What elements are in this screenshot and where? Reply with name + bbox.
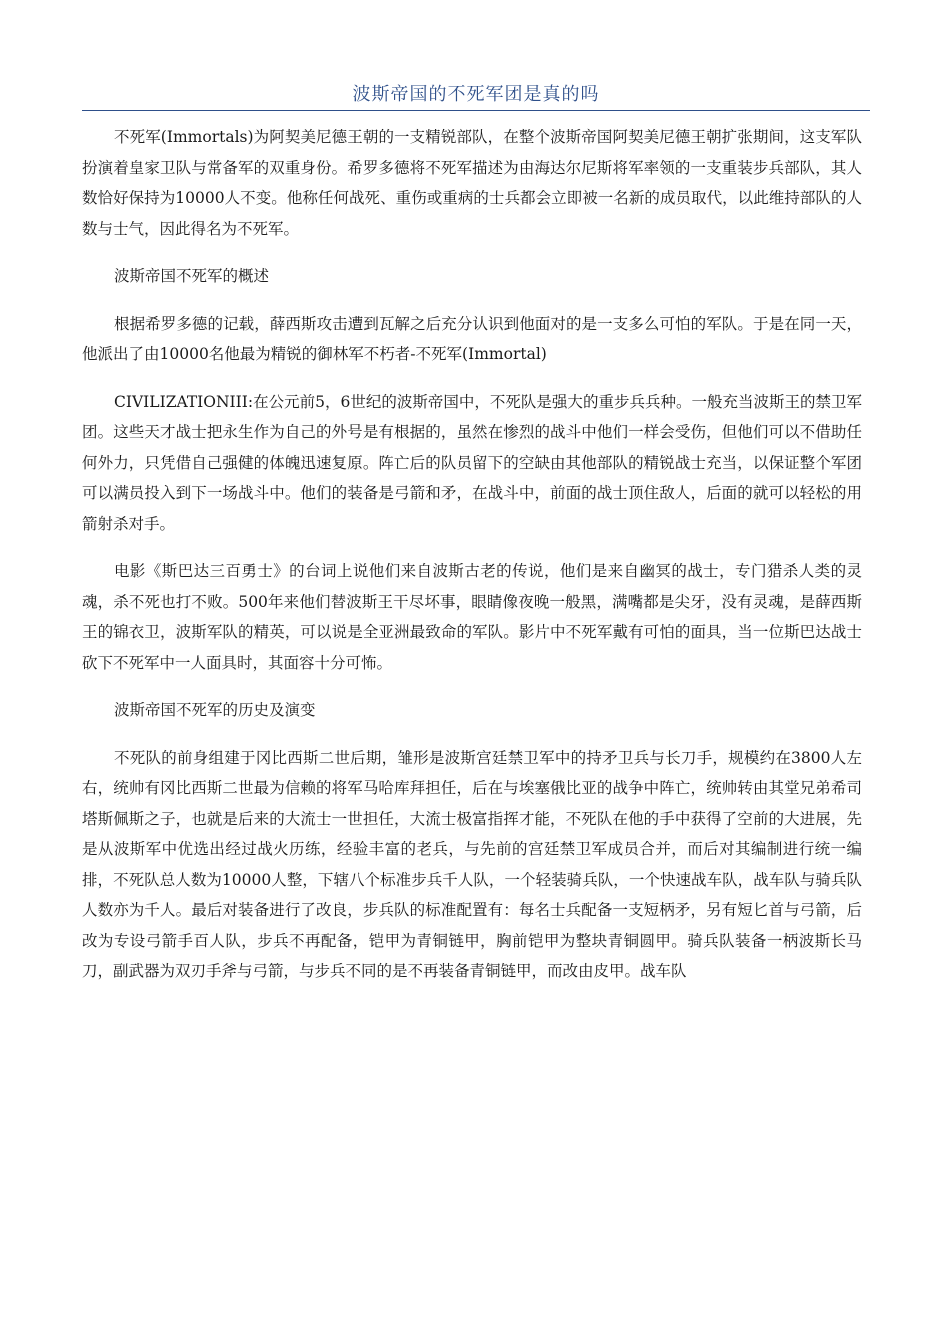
document-title: 波斯帝国的不死军团是真的吗 bbox=[352, 84, 600, 105]
paragraph-intro: 不死军(Immortals)为阿契美尼德王朝的一支精锐部队，在整个波斯帝国阿契美尼德王朝扩张期间，这支军队扮演着皇家卫队与常备军的双重身份。希罗多德将不死军描述为由海达尔尼斯将军率领的一支重装步兵部队，其人数恰好保持为10000人不变。他称任何战死、重伤或重病的士兵都会立即被一名新的成员取代，以此维持部队的人数与士气，因此得名为不死军。 bbox=[82, 128, 862, 238]
paragraph-history: 不死队的前身组建于冈比西斯二世后期，雏形是波斯宫廷禁卫军中的持矛卫兵与长刀手，规模约在3800人左右，统帅有冈比西斯二世最为信赖的将军马哈库拜担任，后在与埃塞俄比亚的战争中阵亡，统帅转由其堂兄弟希司塔斯佩斯之子，也就是后来的大流士一世担任，大流士极富指挥才能，不死队在他的手中获得了空前的大进展，先是从波斯军中优选出经过战火历练，经验丰富的老兵，与先前的宫廷禁卫军成员合并，而后对其编制进行统一编排，不死队总人数为10000人整，下辖八个标准步兵千人队，一个轻装骑兵队，一个快速战车队，战车队与骑兵队人数亦为千人。最后对装备进行了改良，步兵队的标准配置有：每名士兵配备一支短柄矛，另有短匕首与弓箭，后改为专设弓箭手百人队，步兵不再配备，铠甲为青铜链甲，胸前铠甲为整块青铜圆甲。骑兵队装备一柄波斯长马刀，副武器为双刃手斧与弓箭，与步兵不同的是不再装备青铜链甲，而改由皮甲。战车队 bbox=[82, 748, 862, 980]
document-body bbox=[82, 122, 862, 1004]
section-heading-history: 波斯帝国不死军的历史及演变 bbox=[114, 701, 316, 719]
paragraph-herodotus: 根据希罗多德的记载，薛西斯攻击遭到瓦解之后充分认识到他面对的是一支多么可怕的军队。于是在同一天，他派出了由10000名他最为精锐的御林军不朽者-不死军(Immortal) bbox=[82, 314, 862, 363]
paragraph-film: 电影《斯巴达三百勇士》的台词上说他们来自波斯古老的传说，他们是来自幽冥的战士，专门猎杀人类的灵魂，杀不死也打不败。500年来他们替波斯王干尽坏事，眼睛像夜晚一般黑，满嘴都是尖牙，没有灵魂，是薛西斯王的锦衣卫，波斯军队的精英，可以说是全亚洲最致命的军队。影片中不死军戴有可怕的面具，当一位斯巴达战士砍下不死军中一人面具时，其面容十分可怖。 bbox=[82, 562, 862, 672]
paragraph-civilization: CIVILIZATIONIII:在公元前5，6世纪的波斯帝国中，不死队是强大的重步兵兵种。一般充当波斯王的禁卫军团。这些天才战士把永生作为自己的外号是有根据的，虽然在惨烈的战斗中他们一样会受伤，但他们可以不借助任何外力，只凭借自己强健的体魄迅速复原。阵亡后的队员留下的空缺由其他部队的精锐战士充当，以保证整个军团可以满员投入到下一场战斗中。他们的装备是弓箭和矛，在战斗中，前面的战士顶住敌人，后面的就可以轻松的用箭射杀对手。 bbox=[82, 392, 862, 533]
section-heading-overview: 波斯帝国不死军的概述 bbox=[114, 267, 270, 285]
page-header bbox=[82, 80, 870, 111]
